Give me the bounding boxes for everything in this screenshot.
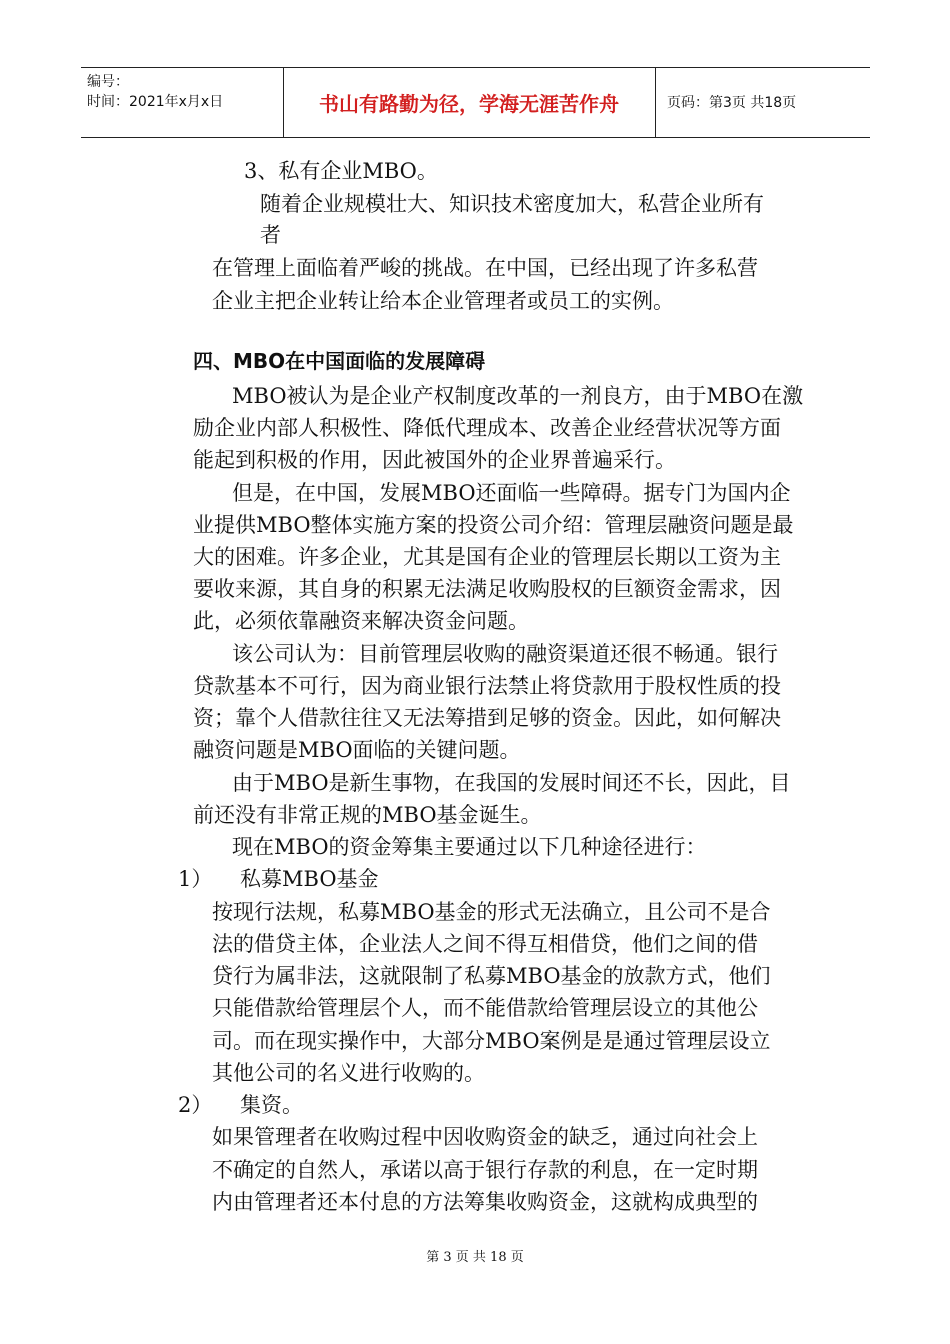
paragraph-line: 法的借贷主体，企业法人之间不得互相借贷，他们之间的借	[212, 932, 758, 956]
paragraph-line: 该公司认为：目前管理层收购的融资渠道还很不畅通。银行	[232, 642, 778, 666]
header-number-label: 编号：	[87, 74, 129, 90]
page-header	[81, 67, 870, 138]
paragraph-line: 如果管理者在收购过程中因收购资金的缺乏，通过向社会上	[212, 1125, 758, 1149]
paragraph-line: 但是，在中国，发展MBO还面临一些障碍。据专门为国内企	[232, 481, 791, 505]
section-3-title: 3、私有企业MBO。	[244, 159, 438, 183]
paragraph-line: 融资问题是MBO面临的关键问题。	[193, 738, 521, 762]
header-page-code: 页码：第3页 共18页	[667, 95, 797, 111]
paragraph-line: 按现行法规，私募MBO基金的形式无法确立，且公司不是合	[212, 900, 771, 924]
paragraph-line: 随着企业规模壮大、知识技术密度加大，私营企业所有	[260, 192, 764, 216]
list-number: 2）	[178, 1093, 213, 1117]
paragraph-line: 励企业内部人积极性、降低代理成本、改善企业经营状况等方面	[193, 416, 781, 440]
paragraph-line: 前还没有非常正规的MBO基金诞生。	[193, 803, 542, 827]
section-4-heading: 四、MBO在中国面临的发展障碍	[193, 349, 486, 373]
paragraph-line: 由于MBO是新生事物，在我国的发展时间还不长，因此，目	[232, 771, 791, 795]
list-number: 1）	[178, 867, 213, 891]
paragraph-line: 只能借款给管理层个人，而不能借款给管理层设立的其他公	[212, 996, 758, 1020]
paragraph-line: 贷款基本不可行，因为商业银行法禁止将贷款用于股权性质的投	[193, 674, 781, 698]
paragraph-line: 业提供MBO整体实施方案的投资公司介绍：管理层融资问题是最	[193, 513, 794, 537]
paragraph-line: 大的困难。许多企业，尤其是国有企业的管理层长期以工资为主	[193, 545, 781, 569]
paragraph-line: 资；靠个人借款往往又无法筹措到足够的资金。因此，如何解决	[193, 706, 781, 730]
list-item-title: 私募MBO基金	[240, 867, 379, 891]
paragraph-line: 不确定的自然人，承诺以高于银行存款的利息，在一定时期	[212, 1158, 758, 1182]
page-footer: 第 3 页 共 18 页	[426, 1250, 524, 1265]
header-meta	[87, 72, 223, 112]
paragraph-line: 其他公司的名义进行收购的。	[212, 1061, 485, 1085]
paragraph-line: 贷行为属非法，这就限制了私募MBO基金的放款方式，他们	[212, 964, 771, 988]
paragraph-line: MBO被认为是企业产权制度改革的一剂良方，由于MBO在激	[232, 384, 804, 408]
paragraph-line: 现在MBO的资金筹集主要通过以下几种途径进行：	[232, 835, 707, 859]
paragraph-line: 者	[260, 223, 281, 247]
paragraph-line: 能起到积极的作用，因此被国外的企业界普遍采行。	[193, 448, 676, 472]
paragraph-line: 企业主把企业转让给本企业管理者或员工的实例。	[212, 289, 674, 313]
paragraph-line: 内由管理者还本付息的方法筹集收购资金，这就构成典型的	[212, 1190, 758, 1214]
paragraph-line: 此，必须依靠融资来解决资金问题。	[193, 609, 529, 633]
paragraph-line: 要收来源，其自身的积累无法满足收购股权的巨额资金需求，因	[193, 577, 781, 601]
paragraph-line: 在管理上面临着严峻的挑战。在中国，已经出现了许多私营	[212, 256, 758, 280]
paragraph-line: 司。而在现实操作中，大部分MBO案例是是通过管理层设立	[212, 1029, 771, 1053]
header-time-label: 时间：2021年x月x日	[87, 94, 224, 110]
header-motto: 书山有路勤为径，学海无涯苦作舟	[319, 92, 619, 116]
list-item-title: 集资。	[240, 1093, 303, 1117]
header-divider	[655, 68, 656, 137]
